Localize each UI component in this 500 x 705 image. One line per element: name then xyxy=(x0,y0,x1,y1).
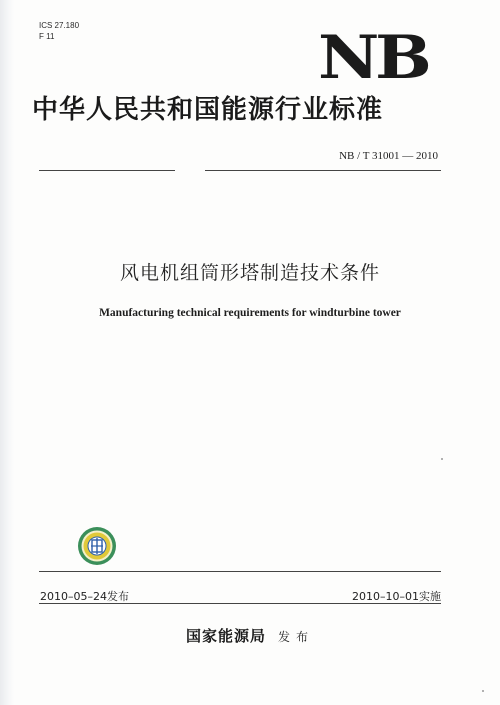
publisher-line xyxy=(0,625,500,646)
ics-code: ICS 27.180 xyxy=(39,21,80,30)
footer-rule-bottom xyxy=(39,603,441,604)
document-title-english: Manufacturing technical requirements for windturbine tower xyxy=(99,307,401,319)
ccs-code: F 11 xyxy=(39,32,55,41)
scan-speck xyxy=(482,690,484,692)
header-rule-right xyxy=(205,170,441,171)
classification-codes xyxy=(39,20,79,42)
nb-logo: NB xyxy=(318,23,428,93)
standard-category-title: 中华人民共和国能源行业标准 xyxy=(32,95,384,125)
document-title-chinese: 风电机组筒形塔制造技术条件 xyxy=(119,262,380,284)
implementation-date: 2010–10–01实施 xyxy=(352,590,441,603)
scan-edge-shadow xyxy=(0,0,14,705)
publisher-seal-icon xyxy=(77,526,117,566)
scan-speck xyxy=(441,458,443,460)
footer-rule-top xyxy=(39,571,441,572)
standard-number: NB / T 31001 — 2010 xyxy=(339,150,438,162)
header-rule-left xyxy=(39,170,175,171)
issue-date: 2010–05–24发布 xyxy=(40,590,129,603)
publisher-name: 国家能源局 xyxy=(185,627,266,645)
publisher-action: 发布 xyxy=(278,630,315,644)
